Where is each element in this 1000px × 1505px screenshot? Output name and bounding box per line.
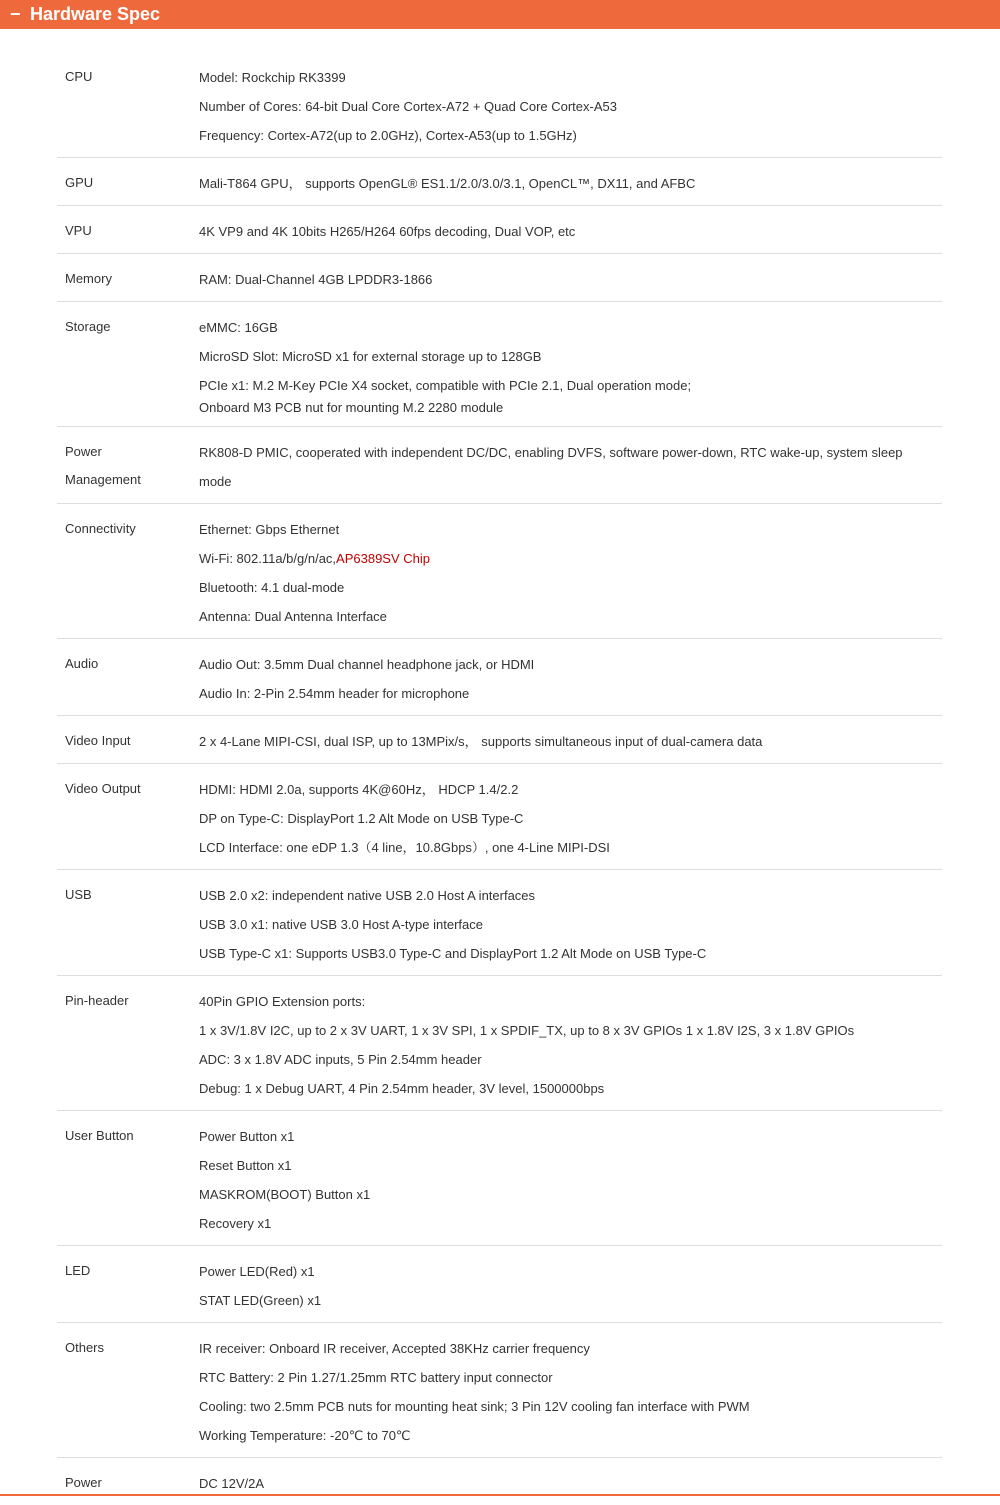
spec-row-video-input: [57, 716, 942, 764]
spec-label: Power: [65, 1475, 102, 1490]
section-title: Hardware Spec: [30, 4, 161, 24]
spec-line: 1 x 3V/1.8V I2C, up to 2 x 3V UART, 1 x 3V SPI, 1 x SPDIF_TX, up to 8 x 3V GPIOs 1 x 1.8V I2S, 3 x 1.8V GPIOs: [199, 1023, 855, 1038]
spec-row-audio: [57, 639, 942, 716]
spec-line: RAM: Dual-Channel 4GB LPDDR3-1866: [199, 272, 433, 287]
spec-label: USB: [65, 887, 92, 902]
spec-line: Debug: 1 x Debug UART, 4 Pin 2.54mm header, 3V level, 1500000bps: [199, 1081, 605, 1096]
spec-row-vpu: [57, 206, 942, 254]
spec-line: MASKROM(BOOT) Button x1: [199, 1187, 371, 1202]
spec-row-memory: [57, 254, 942, 302]
spec-row-power-management: [57, 427, 942, 504]
spec-values: [199, 1122, 942, 1238]
spec-line: DC 12V/2A: [199, 1476, 265, 1491]
spec-line: 4K VP9 and 4K 10bits H265/H264 60fps decoding, Dual VOP, etc: [199, 224, 576, 239]
spec-line: Recovery x1: [199, 1216, 272, 1231]
spec-line: RTC Battery: 2 Pin 1.27/1.25mm RTC battery input connector: [199, 1370, 553, 1385]
spec-row-storage: [57, 302, 942, 427]
spec-row-led: [57, 1246, 942, 1323]
spec-label: Connectivity: [65, 521, 136, 536]
spec-line: eMMC: 16GB: [199, 320, 278, 335]
spec-line: Onboard M3 PCB nut for mounting M.2 2280 module: [199, 400, 504, 415]
section-header[interactable]: [0, 0, 1000, 29]
spec-label: Pin-header: [65, 993, 129, 1008]
spec-label: GPU: [65, 175, 94, 190]
spec-label-line: Power: [65, 444, 102, 459]
spec-line: Ethernet: Gbps Ethernet: [199, 522, 340, 537]
spec-row-user-button: [57, 1111, 942, 1246]
spec-line: Model: Rockchip RK3399: [199, 70, 346, 85]
spec-line: HDMI: HDMI 2.0a, supports 4K@60Hz， HDCP 1.4/2.2: [199, 782, 519, 797]
spec-line: USB 3.0 x1: native USB 3.0 Host A-type interface: [199, 917, 483, 932]
spec-values: [199, 775, 942, 862]
spec-line: Reset Button x1: [199, 1158, 292, 1173]
spec-line: Number of Cores: 64-bit Dual Core Cortex-A72 + Quad Core Cortex-A53: [199, 99, 617, 114]
spec-line: Frequency: Cortex-A72(up to 2.0GHz), Cortex-A53(up to 1.5GHz): [199, 128, 577, 143]
spec-line: Antenna: Dual Antenna Interface: [199, 609, 387, 624]
spec-row-pin-header: [57, 976, 942, 1111]
spec-values: [199, 515, 942, 631]
spec-label: Audio: [65, 656, 99, 671]
spec-line: Working Temperature: -20℃ to 70℃: [199, 1428, 411, 1443]
spec-label: CPU: [65, 69, 93, 84]
spec-label: Others: [65, 1340, 105, 1355]
spec-values: [199, 313, 942, 419]
spec-line: mode: [199, 474, 232, 489]
spec-line: USB Type-C x1: Supports USB3.0 Type-C and DisplayPort 1.2 Alt Mode on USB Type-C: [199, 946, 707, 961]
spec-values: [199, 1334, 942, 1450]
spec-line: Cooling: two 2.5mm PCB nuts for mounting heat sink; 3 Pin 12V cooling fan interface with PWM: [199, 1399, 750, 1414]
spec-label: Storage: [65, 319, 111, 334]
spec-values: [199, 217, 942, 246]
spec-line: ADC: 3 x 1.8V ADC inputs, 5 Pin 2.54mm header: [199, 1052, 482, 1067]
spec-label: Memory: [65, 271, 112, 286]
spec-line: LCD Interface: one eDP 1.3（4 line，10.8Gbps）, one 4-Line MIPI-DSI: [199, 840, 610, 855]
spec-label: VPU: [65, 223, 92, 238]
spec-line: Bluetooth: 4.1 dual-mode: [199, 580, 345, 595]
spec-row-cpu: [57, 52, 942, 158]
spec-label: LED: [65, 1263, 91, 1278]
spec-line: MicroSD Slot: MicroSD x1 for external storage up to 128GB: [199, 349, 542, 364]
spec-row-video-output: [57, 764, 942, 870]
spec-row-others: [57, 1323, 942, 1458]
spec-line: Audio In: 2-Pin 2.54mm header for microphone: [199, 686, 470, 701]
spec-line: RK808-D PMIC, cooperated with independent DC/DC, enabling DVFS, software power-down, RTC wake-up, system sleep: [199, 445, 903, 460]
spec-label: User Button: [65, 1128, 134, 1143]
spec-values: [199, 1257, 942, 1315]
spec-line-wifi: [199, 544, 942, 573]
spec-values: [199, 727, 942, 756]
spec-values: [199, 650, 942, 708]
spec-row-connectivity: [57, 504, 942, 639]
spec-values: [199, 265, 942, 294]
spec-values: [199, 438, 942, 496]
spec-label: Video Output: [65, 781, 141, 796]
spec-line: IR receiver: Onboard IR receiver, Accepted 38KHz carrier frequency: [199, 1341, 590, 1356]
collapse-icon[interactable]: −: [10, 4, 21, 24]
spec-line: Power LED(Red) x1: [199, 1264, 315, 1279]
bottom-divider: [0, 1494, 1000, 1496]
spec-table: [57, 52, 942, 1505]
spec-line: PCIe x1: M.2 M-Key PCIe X4 socket, compatible with PCIe 2.1, Dual operation mode;: [199, 378, 692, 393]
spec-values: [199, 63, 942, 150]
spec-values: [199, 881, 942, 968]
spec-label: Video Input: [65, 733, 131, 748]
spec-row-usb: [57, 870, 942, 976]
spec-row-power: [57, 1458, 942, 1505]
spec-line: 40Pin GPIO Extension ports:: [199, 994, 366, 1009]
spec-values: [199, 987, 942, 1103]
spec-line: Audio Out: 3.5mm Dual channel headphone jack, or HDMI: [199, 657, 535, 672]
spec-values: [199, 169, 942, 198]
spec-label-line: Management: [65, 472, 141, 487]
spec-line: Mali-T864 GPU， supports OpenGL® ES1.1/2.0/3.0/3.1, OpenCL™, DX11, and AFBC: [199, 176, 696, 191]
spec-line: Power Button x1: [199, 1129, 295, 1144]
spec-row-gpu: [57, 158, 942, 206]
spec-line: DP on Type-C: DisplayPort 1.2 Alt Mode on USB Type-C: [199, 811, 524, 826]
spec-line: STAT LED(Green) x1: [199, 1293, 322, 1308]
wifi-chip-link[interactable]: AP6389SV Chip: [336, 551, 430, 566]
wifi-prefix: Wi-Fi: 802.11a/b/g/n/ac,: [199, 551, 337, 566]
spec-line: USB 2.0 x2: independent native USB 2.0 Host A interfaces: [199, 888, 536, 903]
spec-label: [57, 438, 199, 496]
spec-line: 2 x 4-Lane MIPI-CSI, dual ISP, up to 13MPix/s， supports simultaneous input of dual-camera data: [199, 734, 763, 749]
